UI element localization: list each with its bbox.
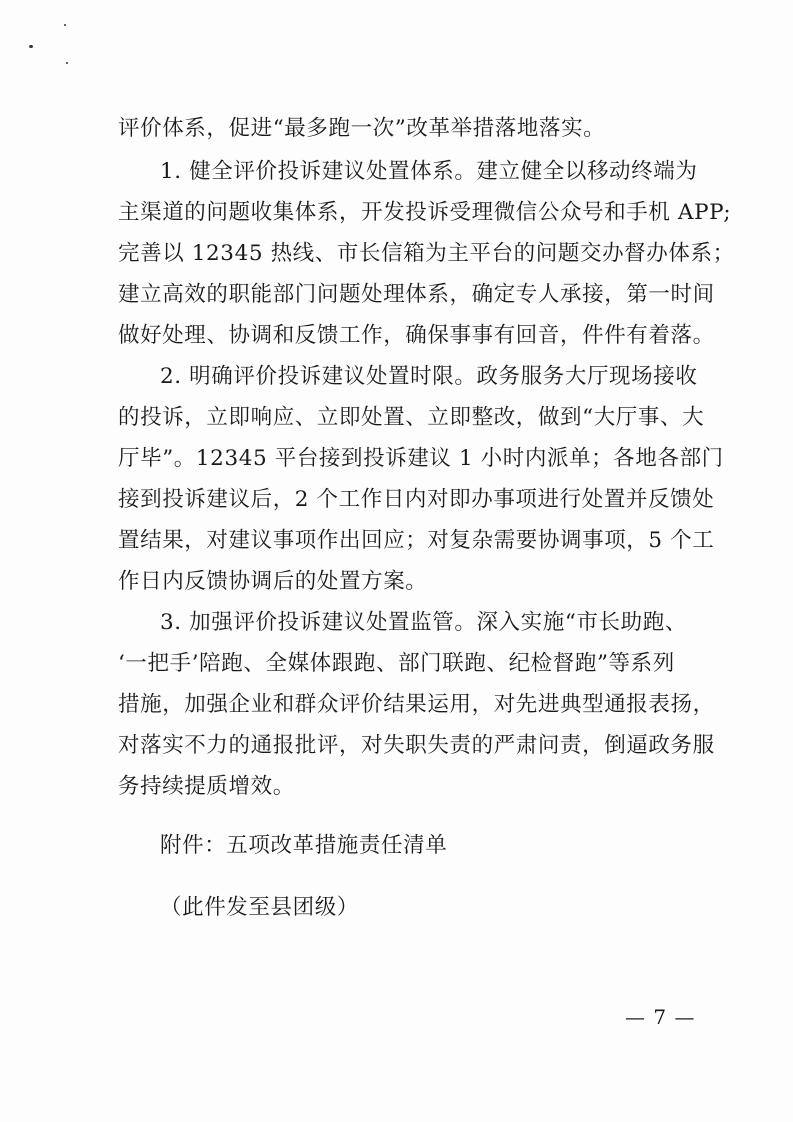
body-text-line: 接到投诉建议后，2 个工作日内对即办事项进行处置并反馈处 (118, 487, 715, 512)
page-number: — 7 — (625, 1005, 696, 1029)
scan-speck (64, 24, 66, 26)
body-text-line: 完善以 12345 热线、市长信箱为主平台的问题交办督办体系； (118, 241, 735, 266)
body-text-line: ‘一把手’陪跑、全媒体跟跑、部门联跑、纪检督跑”等系列 (118, 651, 675, 676)
body-text-line: 建立高效的职能部门问题处理体系，确定专人承接，第一时间 (118, 282, 715, 307)
attachment-line: 附件：五项改革措施责任清单 (160, 833, 448, 858)
body-text-line: 3. 加强评价投诉建议处置监管。深入实施“市长助跑、 (160, 610, 687, 635)
body-text-line: 对落实不力的通报批评，对失职失责的严肃问责，倒逼政务服 (118, 733, 715, 758)
body-text-line: 作日内反馈协调后的处置方案。 (118, 569, 428, 594)
body-text-line: 1. 健全评价投诉建议处置体系。建立健全以移动终端为 (160, 159, 698, 184)
scan-speck (66, 62, 68, 64)
distribution-note: （此件发至县团级） (160, 895, 359, 920)
body-text-line: 做好处理、协调和反馈工作，确保事事有回音，件件有着落。 (118, 323, 715, 348)
scan-speck (29, 45, 33, 48)
body-text-line: 置结果，对建议事项作出回应；对复杂需要协调事项，5 个工 (118, 528, 715, 553)
body-text-line: 主渠道的问题收集体系，开发投诉受理微信公众号和手机 APP; (118, 200, 732, 225)
body-text-line: 厅毕”。12345 平台接到投诉建议 1 小时内派单；各地各部门 (118, 446, 724, 471)
body-text-line: 2. 明确评价投诉建议处置时限。政务服务大厅现场接收 (160, 364, 698, 389)
body-text-line: 措施，加强企业和群众评价结果运用，对先进典型通报表扬， (118, 692, 715, 717)
body-text-line: 的投诉，立即响应、立即处置、立即整改，做到“大厅事、大 (118, 405, 705, 430)
body-text-line: 评价体系，促进“最多跑一次”改革举措落地落实。 (118, 116, 606, 141)
body-text-line: 务持续提质增效。 (118, 774, 295, 799)
